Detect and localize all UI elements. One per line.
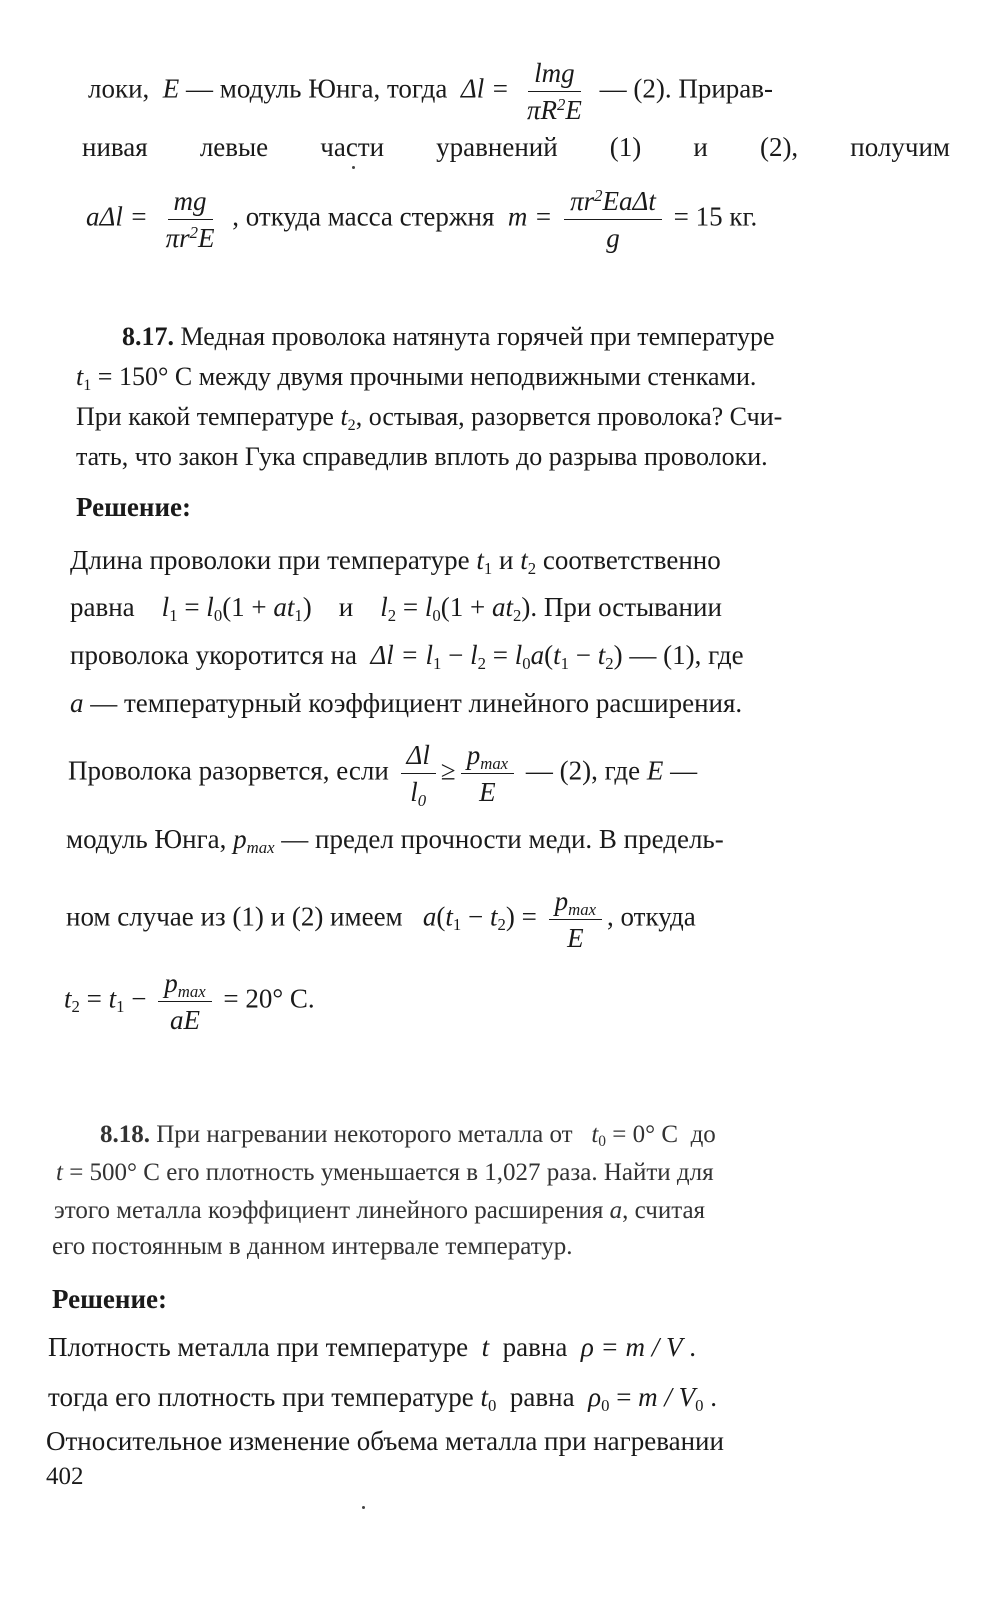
- problem-statement-line: При какой температуре $t_2$, остывая, разорвется проволока? Счи-: [76, 402, 783, 434]
- problem-statement-line: 8.18. При нагревании некоторого металла от $t_0 = 0^\circ$ С до: [100, 1121, 716, 1151]
- text-line: ном случае из (1) и (2) имеем $a(t_1 - t_2)$ = $\frac{p_{max}}{E}$ , откуда: [66, 886, 696, 953]
- formula-fraction: $\frac{p_{max}}{aE}$: [158, 968, 211, 1035]
- text-line: Относительное изменение объема металла при нагревании: [46, 1426, 724, 1456]
- text-line-justified: нивая левые части уравнений (1) и (2), получим: [82, 132, 950, 162]
- text-line: проволока укоротится на $\Delta l = l_1 - l_2 = l_0a(t_1 - t_2)$ — (1), где: [70, 640, 744, 673]
- problem-statement-line: t = 500° С его плотность уменьшается в 1,027 раза. Найти для: [56, 1159, 714, 1186]
- formula-fraction: $\frac{p_{max}}{E}$: [461, 740, 514, 807]
- scan-speck: [352, 166, 355, 169]
- problem-statement-line: $t_1 = 150^\circ$ С между двумя прочными неподвижными стенками.: [76, 362, 757, 394]
- formula-fraction: $\frac{p_{max}}{E}$: [549, 886, 602, 953]
- page-number: 402: [46, 1463, 84, 1490]
- text-line: Длина проволоки при температуре $t_1$ и $t_2$ соответственно: [70, 545, 721, 578]
- text-line: a — температурный коэффициент линейного расширения.: [70, 688, 743, 718]
- problem-statement-line: этого металла коэффициент линейного расширения a, считая: [54, 1197, 706, 1224]
- formula-fraction: $\frac{\pi r^2Ea\Delta t}{g}$: [564, 186, 662, 253]
- problem-statement-line: его постоянным в данном интервале температур.: [52, 1233, 573, 1260]
- scan-speck: [362, 1506, 365, 1509]
- problem-number: 8.18.: [100, 1121, 150, 1148]
- text-line: Плотность металла при температуре t равна ρ = m / V .: [48, 1332, 697, 1362]
- formula-fraction: $\frac{mg}{\pi r^2E}$: [165, 186, 215, 253]
- text-line: тогда его плотность при температуре $t_0$ равна $\rho_0 = m / V_0$ .: [48, 1382, 718, 1415]
- solution-heading: Решение:: [76, 492, 191, 522]
- formula-fraction: $\frac{\text{lmg}}{\pi R^2E}$: [526, 58, 582, 125]
- text-line: равна $l_1 = l_0(1 + at_1)$ и $l_2 = l_0(1 + at_2)$. При остывании: [70, 592, 722, 625]
- formula-fraction: $\frac{\Delta l}{l_0}$: [401, 740, 436, 807]
- problem-statement-line: 8.17. Медная проволока натянута горячей при температуре: [122, 322, 775, 351]
- text-line: aΔl = $\frac{mg}{\pi r^2E}$ , откуда масса стержня m = $\frac{\pi r^2Ea\Delta t}{g}$ = 15 кг.: [86, 185, 758, 253]
- text-line: $t_2 = t_1$ − $\frac{p_{max}}{aE}$ = 20° С.: [64, 968, 315, 1035]
- problem-number: 8.17.: [122, 322, 174, 351]
- text-line: модуль Юнга, $p_{max}$ — предел прочности меди. В предель-: [66, 824, 724, 857]
- text-line: локи, E — модуль Юнга, тогда Δl = $\frac{\text{lmg}}{\pi R^2E}$ — (2). Прирав-: [88, 58, 773, 125]
- text-line: Проволока разорвется, если $\frac{\Delta l}{l_0}$ ≥ $\frac{p_{max}}{E}$ — (2), где E —: [68, 740, 698, 810]
- problem-statement-line: тать, что закон Гука справедлив вплоть до разрыва проволоки.: [76, 442, 768, 471]
- solution-heading: Решение:: [52, 1284, 167, 1314]
